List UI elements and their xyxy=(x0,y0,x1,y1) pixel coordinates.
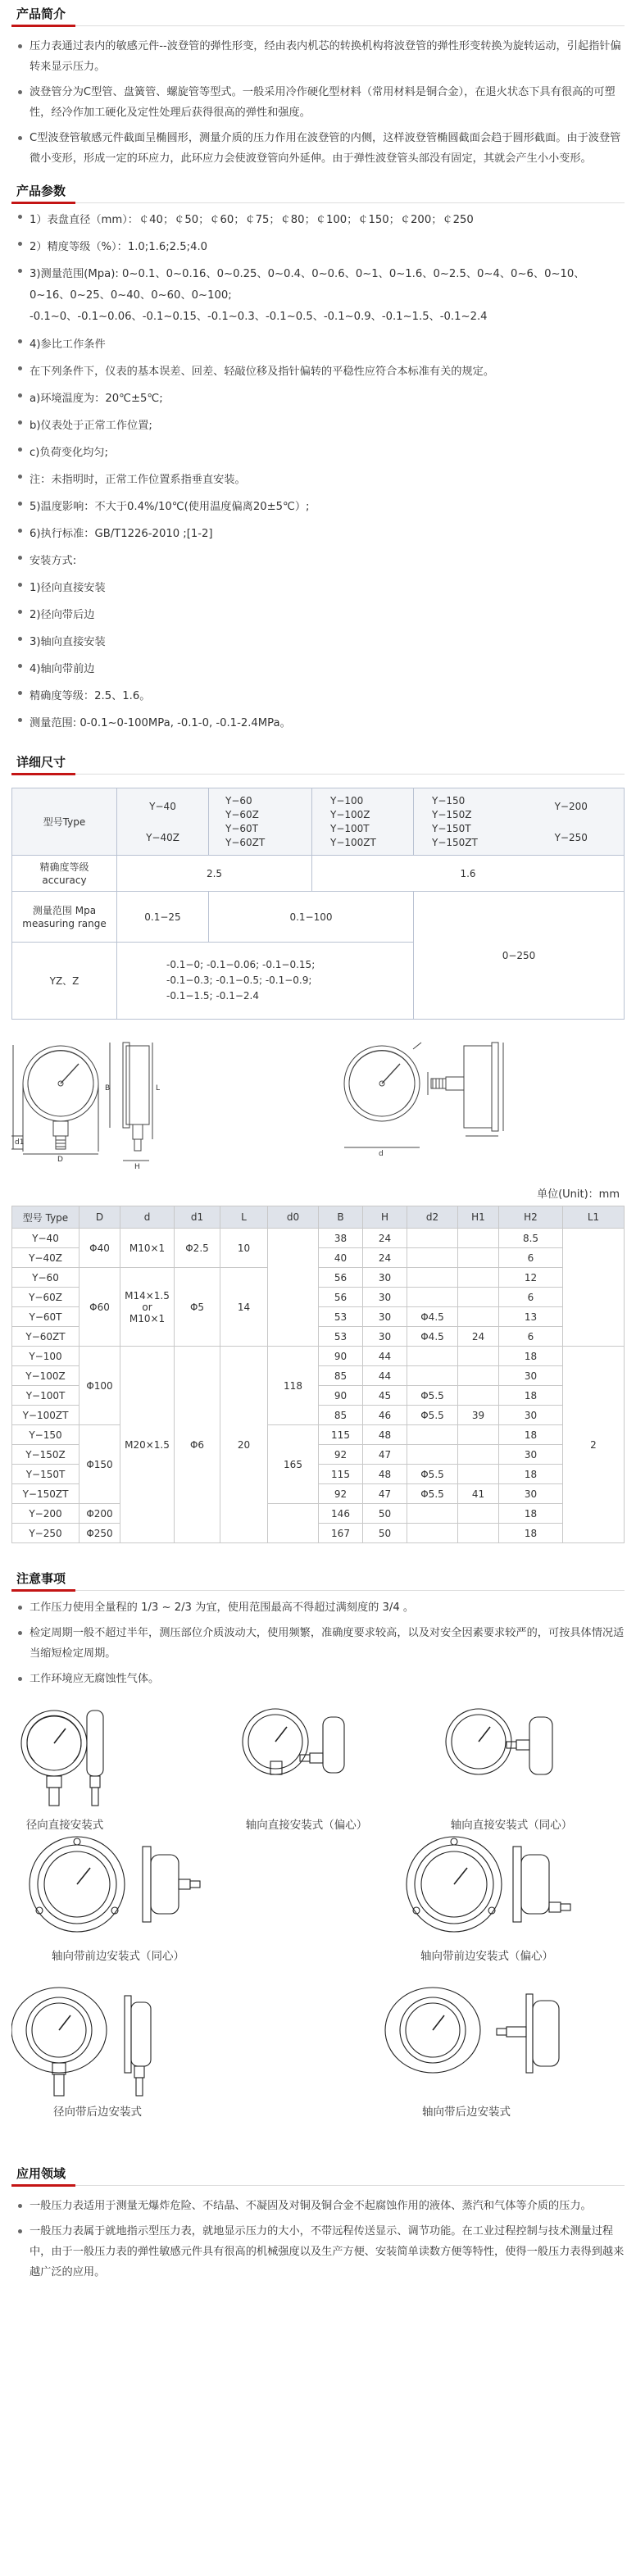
figure-caption: 轴向直接安装式（同心） xyxy=(450,1819,573,1832)
dim-label-d1: d1 xyxy=(15,1138,25,1147)
table-cell xyxy=(407,1268,458,1288)
intro-list xyxy=(11,36,625,169)
dim-label-H: H xyxy=(134,1163,140,1171)
list-item: 1）表盘直径（mm）：￠40；￠50；￠60；￠75；￠80；￠100；￠150；￠200；￠250 xyxy=(11,207,625,234)
section-title: 产品简介 xyxy=(16,7,66,21)
list-item: 2）精度等级（%）：1.0;1.6;2.5;4.0 xyxy=(11,234,625,261)
table-cell xyxy=(458,1465,499,1484)
table-cell: 56 xyxy=(319,1268,363,1288)
column-header: D xyxy=(80,1206,120,1229)
table-cell: 90 xyxy=(319,1386,363,1406)
list-item: 检定周期一般不超过半年，测压部位介质波动大，使用频繁，准确度要求较高，以及对安全因素要求较严的，可按具体情况适当缩短检定周期。 xyxy=(11,1623,625,1664)
table-cell: 115 xyxy=(319,1465,363,1484)
table-cell: Y−60ZT xyxy=(12,1327,80,1347)
spec-accuracy-value: 2.5 xyxy=(117,856,312,892)
table-cell xyxy=(407,1366,458,1386)
table-header-row xyxy=(12,1206,625,1229)
list-item: 4)参比工作条件 xyxy=(11,331,625,358)
table-cell: Y−100T xyxy=(12,1386,80,1406)
table-cell xyxy=(458,1425,499,1445)
table-cell: 8.5 xyxy=(499,1229,563,1248)
table-cell xyxy=(458,1524,499,1543)
table-cell: Φ60 xyxy=(80,1268,120,1347)
list-item: 在下列条件下，仪表的基本误差、回差、轻敲位移及指针偏转的平稳性应符合本标准有关的规定。 xyxy=(11,358,625,385)
table-row xyxy=(12,1425,625,1445)
table-cell: M20×1.5 xyxy=(120,1347,175,1543)
table-cell: 85 xyxy=(319,1366,363,1386)
table-cell: Y−150 xyxy=(12,1425,80,1445)
list-item: 4)轴向带前边 xyxy=(11,656,625,683)
figure-caption: 径向带后边安装式 xyxy=(53,2106,142,2119)
table-cell: 30 xyxy=(363,1268,407,1288)
list-item: 5)温度影响：不大于0.4%/10℃(使用温度偏离20±5℃）; xyxy=(11,493,625,520)
list-item: 3)测量范围(Mpa): 0~0.1、0~0.16、0~0.25、0~0.4、0~0.6、0~1、0~1.6、0~2.5、0~4、0~6、0~10、0~16、0~25、0~40、0~60、0~100; -0.1~0、-0.1~0.06、-0.1~0.15、-0.1~0.3、-0.1~0.5、-0.1~0.9、-0.1~1.5、-0.1~2.4 xyxy=(11,261,625,331)
table-cell xyxy=(268,1504,319,1543)
list-item: 6)执行标准：GB/T1226-2010 ;[1-2] xyxy=(11,520,625,547)
table-cell: M14×1.5 or M10×1 xyxy=(120,1268,175,1347)
list-item: 安装方式: xyxy=(11,547,625,575)
table-cell: Y−60T xyxy=(12,1307,80,1327)
list-item: 3)轴向直接安装 xyxy=(11,629,625,656)
table-cell: 6 xyxy=(499,1288,563,1307)
list-item: a)环境温度为：20℃±5℃; xyxy=(11,385,625,412)
table-cell: 18 xyxy=(499,1504,563,1524)
table-cell: 30 xyxy=(499,1484,563,1504)
table-cell: Y−150T xyxy=(12,1465,80,1484)
title-underline xyxy=(11,202,75,204)
dim-label-D: D xyxy=(57,1156,63,1164)
figure-caption: 轴向带前边安装式（同心） xyxy=(52,1950,184,1963)
table-cell: 118 xyxy=(268,1347,319,1425)
spec-table xyxy=(11,788,625,1020)
table-cell: Φ150 xyxy=(80,1425,120,1504)
list-item: C型波登管敏感元件截面呈椭圆形，测量介质的压力作用在波登管的内侧，这样波登管椭圆截面会趋于圆形截面。由于波登管微小变形，形成一定的环应力，此环应力会使波登管向外延伸。由于弹性波登管头部没有固定，其就会产生小小变形。 xyxy=(11,128,625,169)
table-cell: 24 xyxy=(458,1327,499,1347)
table-cell: M10×1 xyxy=(120,1229,175,1268)
table-cell: Y−100Z xyxy=(12,1366,80,1386)
table-cell: Y−200 xyxy=(12,1504,80,1524)
table-cell: Y−250 xyxy=(12,1524,80,1543)
table-cell xyxy=(407,1347,458,1366)
notes-list xyxy=(11,1597,625,1689)
column-header: d xyxy=(120,1206,175,1229)
table-cell xyxy=(563,1229,625,1347)
table-cell: 46 xyxy=(363,1406,407,1425)
dim-label-L: L xyxy=(156,1084,161,1093)
table-row xyxy=(12,1229,625,1248)
section-header-params xyxy=(11,177,625,203)
table-cell: Y−100ZT xyxy=(12,1406,80,1425)
spec-model-group-200: Y−200 Y−250 xyxy=(519,788,625,856)
dim-label-d: d xyxy=(379,1150,384,1158)
table-cell: Φ2.5 xyxy=(175,1229,220,1268)
table-cell: 56 xyxy=(319,1288,363,1307)
table-cell: 53 xyxy=(319,1327,363,1347)
table-cell: 30 xyxy=(363,1288,407,1307)
table-cell: Φ5.5 xyxy=(407,1484,458,1504)
table-cell: 2 xyxy=(563,1347,625,1543)
table-cell: 24 xyxy=(363,1229,407,1248)
spec-range-value: 0.1−100 xyxy=(209,892,414,943)
table-cell: Φ4.5 xyxy=(407,1327,458,1347)
table-cell: Y−150ZT xyxy=(12,1484,80,1504)
table-cell: 40 xyxy=(319,1248,363,1268)
table-cell: Φ100 xyxy=(80,1347,120,1425)
table-cell: Φ250 xyxy=(80,1524,120,1543)
table-cell xyxy=(407,1248,458,1268)
table-cell: 115 xyxy=(319,1425,363,1445)
installation-figures xyxy=(11,1694,625,2128)
title-underline xyxy=(11,25,75,27)
table-cell: 30 xyxy=(499,1366,563,1386)
table-cell xyxy=(407,1504,458,1524)
figure-caption: 轴向带后边安装式 xyxy=(422,2106,511,2119)
section-header-intro xyxy=(11,0,625,26)
table-cell xyxy=(458,1248,499,1268)
table-cell: 167 xyxy=(319,1524,363,1543)
table-cell: 18 xyxy=(499,1465,563,1484)
table-row xyxy=(12,1347,625,1366)
table-cell: Y−60 xyxy=(12,1268,80,1288)
spec-accuracy-label: 精确度等级 accuracy xyxy=(12,856,117,892)
spec-model-group-60: Y−60 Y−60Z Y−60T Y−60ZT xyxy=(209,788,312,856)
spec-range-value: 0.1−25 xyxy=(117,892,209,943)
spec-model-group-100: Y−100 Y−100Z Y−100T Y−100ZT xyxy=(312,788,414,856)
table-cell: 44 xyxy=(363,1366,407,1386)
installation-diagram xyxy=(11,1694,625,2128)
column-header: H2 xyxy=(499,1206,563,1229)
table-row xyxy=(12,1524,625,1543)
table-cell: 41 xyxy=(458,1484,499,1504)
column-header: H1 xyxy=(458,1206,499,1229)
column-header: L1 xyxy=(563,1206,625,1229)
table-cell: Y−150Z xyxy=(12,1445,80,1465)
table-cell: 24 xyxy=(363,1248,407,1268)
table-cell: 47 xyxy=(363,1445,407,1465)
list-item: c)负荷变化均匀; xyxy=(11,439,625,466)
column-header: d1 xyxy=(175,1206,220,1229)
column-header: d0 xyxy=(268,1206,319,1229)
table-cell xyxy=(458,1307,499,1327)
table-cell xyxy=(407,1425,458,1445)
list-item: 一般压力表属于就地指示型压力表，就地显示压力的大小，不带远程传送显示、调节功能。在工业过程控制与技术测量过程中，由于一般压力表的弹性敏感元件具有很高的机械强度以及生产方便、安装简单读数方便等特性，使得一般压力表得到越来越广泛的应用。 xyxy=(11,2221,625,2283)
dimension-table xyxy=(11,1206,625,1543)
table-cell: 92 xyxy=(319,1445,363,1465)
table-cell: Y−40 xyxy=(12,1229,80,1248)
column-header: 型号 Type xyxy=(12,1206,80,1229)
figure-caption: 径向直接安装式 xyxy=(25,1819,104,1832)
table-cell: Φ5.5 xyxy=(407,1465,458,1484)
table-cell: 50 xyxy=(363,1524,407,1543)
table-cell: 38 xyxy=(319,1229,363,1248)
table-cell xyxy=(458,1504,499,1524)
table-cell: 18 xyxy=(499,1425,563,1445)
figure-caption: 轴向直接安装式（偏心） xyxy=(245,1819,368,1832)
table-cell: 14 xyxy=(220,1268,268,1347)
table-cell: 146 xyxy=(319,1504,363,1524)
table-cell: 6 xyxy=(499,1327,563,1347)
list-item: b)仪表处于正常工作位置; xyxy=(11,412,625,439)
table-cell xyxy=(458,1288,499,1307)
table-cell: 165 xyxy=(268,1425,319,1504)
spec-model-group-150: Y−150 Y−150Z Y−150T Y−150ZT xyxy=(414,788,519,856)
table-cell: 85 xyxy=(319,1406,363,1425)
table-cell: 44 xyxy=(363,1347,407,1366)
list-item: 1)径向直接安装 xyxy=(11,575,625,602)
list-item: 测量范围: 0-0.1~0-100MPa, -0.1-0, -0.1-2.4MPa。 xyxy=(11,710,625,737)
title-underline xyxy=(11,2184,75,2187)
dimension-drawing xyxy=(11,1033,625,1179)
dim-label-B: B xyxy=(105,1084,111,1093)
list-item: 2)径向带后边 xyxy=(11,602,625,629)
applications-list xyxy=(11,2196,625,2283)
table-cell xyxy=(268,1229,319,1347)
table-cell: 30 xyxy=(363,1307,407,1327)
table-cell: 18 xyxy=(499,1347,563,1366)
table-cell: 13 xyxy=(499,1307,563,1327)
table-cell: 48 xyxy=(363,1465,407,1484)
table-cell: Φ5 xyxy=(175,1268,220,1347)
list-item: 一般压力表适用于测量无爆炸危险、不结晶、不凝固及对铜及铜合金不起腐蚀作用的液体、蒸汽和气体等介质的压力。 xyxy=(11,2196,625,2216)
spec-yz-label: YZ、Z xyxy=(12,943,117,1020)
spec-range-label: 测量范围 Mpa measuring range xyxy=(12,892,117,943)
section-title: 应用领域 xyxy=(16,2166,66,2181)
section-title: 注意事项 xyxy=(16,1571,66,1586)
table-cell: 30 xyxy=(499,1445,563,1465)
table-cell: Y−100 xyxy=(12,1347,80,1366)
spec-model-label: 型号Type xyxy=(12,788,117,856)
spec-negative-ranges: -0.1−0; -0.1−0.06; -0.1−0.15; -0.1−0.3; -0.1−0.5; -0.1−0.9; -0.1−1.5; -0.1−2.4 xyxy=(117,943,414,1020)
table-cell xyxy=(458,1445,499,1465)
table-cell: 6 xyxy=(499,1248,563,1268)
table-cell: 48 xyxy=(363,1425,407,1445)
figure-caption: 轴向带前边安装式（偏心） xyxy=(420,1950,553,1963)
table-cell: 20 xyxy=(220,1347,268,1543)
table-row xyxy=(12,1504,625,1524)
table-cell: Φ40 xyxy=(80,1229,120,1268)
table-cell: 39 xyxy=(458,1406,499,1425)
section-header-applications xyxy=(11,2160,625,2186)
table-cell xyxy=(458,1229,499,1248)
list-item: 精确度等级：2.5、1.6。 xyxy=(11,683,625,710)
section-header-notes xyxy=(11,1565,625,1591)
title-underline xyxy=(11,773,75,775)
list-item: 工作环境应无腐蚀性气体。 xyxy=(11,1669,625,1689)
column-header: d2 xyxy=(407,1206,458,1229)
column-header: B xyxy=(319,1206,363,1229)
table-cell xyxy=(458,1386,499,1406)
table-cell: 12 xyxy=(499,1268,563,1288)
table-cell: Φ5.5 xyxy=(407,1406,458,1425)
section-header-dimensions xyxy=(11,748,625,775)
section-title: 详细尺寸 xyxy=(16,755,66,770)
section-title: 产品参数 xyxy=(16,184,66,198)
table-cell: 47 xyxy=(363,1484,407,1504)
table-cell: 45 xyxy=(363,1386,407,1406)
spec-range-value: 0−250 xyxy=(414,892,625,1020)
table-cell: 10 xyxy=(220,1229,268,1268)
spec-model-group-40: Y−40 Y−40Z xyxy=(117,788,209,856)
table-cell: 90 xyxy=(319,1347,363,1366)
list-item: 压力表通过表内的敏感元件--波登管的弹性形变，经由表内机芯的转换机构将波登管的弹性形变转换为旋转运动，引起指针偏转来显示压力。 xyxy=(11,36,625,77)
column-header: H xyxy=(363,1206,407,1229)
list-item: 波登管分为C型管、盘簧管、螺旋管等型式。一般采用冷作硬化型材料（常用材料是铜合金），在退火状态下具有很高的可塑性，经冷作加工硬化及定性处理后获得很高的弹性和强度。 xyxy=(11,82,625,123)
title-underline xyxy=(11,1589,75,1592)
unit-label: 单位(Unit)：mm xyxy=(537,1188,620,1201)
table-cell xyxy=(458,1366,499,1386)
table-cell xyxy=(407,1445,458,1465)
list-item: 注：未指明时，正常工作位置系指垂直安装。 xyxy=(11,466,625,493)
table-cell xyxy=(458,1268,499,1288)
table-cell: 18 xyxy=(499,1386,563,1406)
table-cell: 30 xyxy=(363,1327,407,1347)
table-cell xyxy=(407,1524,458,1543)
table-cell: 92 xyxy=(319,1484,363,1504)
table-cell xyxy=(458,1347,499,1366)
table-cell xyxy=(407,1288,458,1307)
table-cell: Y−40Z xyxy=(12,1248,80,1268)
table-cell: Φ5.5 xyxy=(407,1386,458,1406)
spec-accuracy-value: 1.6 xyxy=(312,856,625,892)
params-list xyxy=(11,207,625,737)
column-header: L xyxy=(220,1206,268,1229)
table-cell: 18 xyxy=(499,1524,563,1543)
table-cell: Φ4.5 xyxy=(407,1307,458,1327)
table-cell: Φ200 xyxy=(80,1504,120,1524)
table-cell xyxy=(407,1229,458,1248)
list-item: 工作压力使用全量程的 1/3 ~ 2/3 为宜，使用范围最高不得超过满刻度的 3/4 。 xyxy=(11,1597,625,1618)
table-row xyxy=(12,1268,625,1288)
table-cell: 30 xyxy=(499,1406,563,1425)
table-cell: Y−60Z xyxy=(12,1288,80,1307)
gauge-dimension-diagram xyxy=(11,1033,625,1179)
table-cell: 53 xyxy=(319,1307,363,1327)
table-cell: 50 xyxy=(363,1504,407,1524)
table-cell: Φ6 xyxy=(175,1347,220,1543)
